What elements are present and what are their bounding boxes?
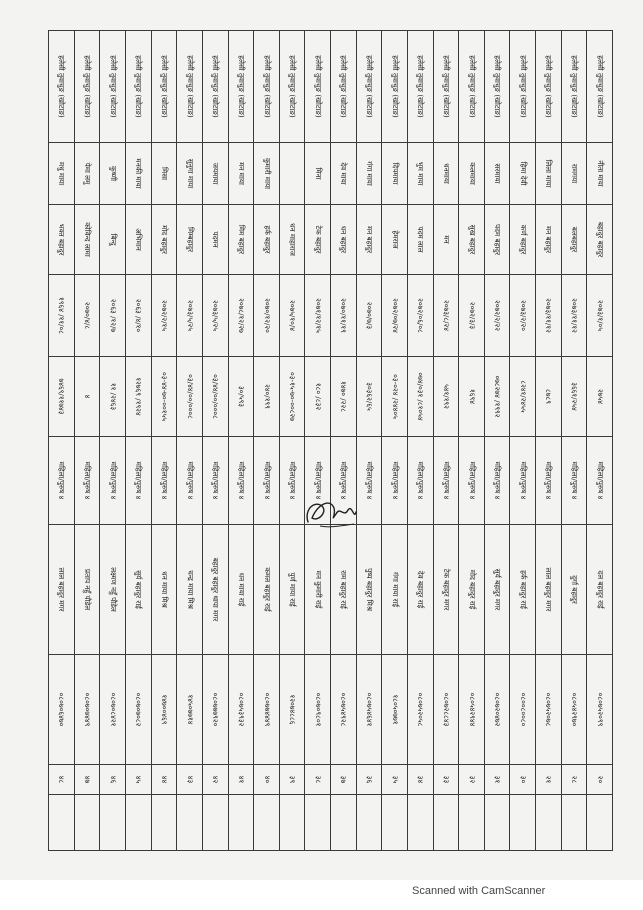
cell-sn: ३१ (484, 765, 510, 795)
cell-blank (356, 795, 382, 851)
cell-dob: ८७८९ (536, 357, 562, 437)
cell-mother: सुनुगा माया (177, 143, 203, 205)
cell-blank (177, 795, 203, 851)
table-row (228, 31, 254, 851)
cell-name: गंगा माया राई (382, 525, 408, 655)
cell-gender: महिला/पुरुष ४ (536, 437, 562, 525)
cell-citizen: ०८०७५३९३२ (228, 655, 254, 765)
cell-dob: १६९४ (459, 357, 485, 437)
cell-blank (126, 795, 152, 851)
scanner-watermark: Scanned with CamScanner (412, 885, 546, 897)
cell-dob: ०३-४४-७०-००१५५ (151, 357, 177, 437)
cell-father: मिम्बहादुर (177, 205, 203, 275)
cell-citizen: ०८०७०८४२१ (100, 655, 126, 765)
cell-dob: १४७० /२२८ (331, 357, 357, 437)
cell-citizen: ०८०५४२९७० (561, 655, 587, 765)
cell-address: हलेसी तुवाचुङ (खोटाङ) (561, 31, 587, 143)
cell-cert_date: २०७३/८/२४ (433, 275, 459, 357)
cell-address: हलेसी तुवाचुङ (खोटाङ) (587, 31, 613, 143)
cell-mother: पेमा लमु (74, 143, 100, 205)
cell-name: टेक बहादुर मगर (433, 525, 459, 655)
cell-gender: महिला/पुरुष ४ (177, 437, 203, 525)
cell-name: सुर्य बहादुर मगर (484, 525, 510, 655)
cell-mother: कलमाया (459, 143, 485, 205)
table-row (459, 31, 485, 851)
cell-dob: २४०/१९९ (254, 357, 280, 437)
cell-dob: १८० /८३२ (305, 357, 331, 437)
cell-father: पदमन (203, 205, 229, 275)
cell-dob: ०३/४४/००/०००८ (203, 357, 229, 437)
cell-citizen: १४७००४६९ (151, 655, 177, 765)
cell-address: हलेसी तुवाचुङ (खोटाङ) (305, 31, 331, 143)
cell-dob: ०३-०२४ /२४४०५ (382, 357, 408, 437)
cell-cert_date: २०७१/१२/१५ (305, 275, 331, 357)
cell-name: प्रताप नहुँ पौडेल (74, 525, 100, 655)
cell-citizen: ०८०७७७९२० (203, 655, 229, 765)
cell-gender: महिला/पुरुष ४ (203, 437, 229, 525)
cell-gender: महिला/पुरुष ४ (100, 437, 126, 525)
cell-mother: कुमारी माया (254, 143, 280, 205)
cell-cert_date: २०६३ /४/१० (126, 275, 152, 357)
cell-name: कमल बहादुर राई (254, 525, 280, 655)
cell-citizen: ०८०७५२०७८ (536, 655, 562, 765)
cell-sn: २१ (536, 765, 562, 795)
cell-sn: ४७ (74, 765, 100, 795)
cell-father: बहादुर बहादुर (587, 205, 613, 275)
cell-citizen: ०८००८००८० (510, 655, 536, 765)
cell-address: हलेसी तुवाचुङ (खोटाङ) (151, 31, 177, 143)
cell-blank (151, 795, 177, 851)
cell-father: मन बहादुर (356, 205, 382, 275)
cell-name: लाल बहादुर मगर (49, 525, 75, 655)
cell-address: हलेसी तुवाचुङ (खोटाङ) (100, 31, 126, 143)
cell-sn: ४५ (126, 765, 152, 795)
cell-address: हलेसी तुवाचुङ (खोटाङ) (510, 31, 536, 143)
cell-cert_date: २०७८/१२/२७ (228, 275, 254, 357)
cell-mother: नीता माया (587, 143, 613, 205)
cell-dob: २७५४ (587, 357, 613, 437)
cell-cert_date: २०७२/०६/०८ (408, 275, 434, 357)
table-row (203, 31, 229, 851)
cell-name: लक्ष्मण नहुँ पौडेल (100, 525, 126, 655)
cell-gender: महिला/पुरुष ४ (510, 437, 536, 525)
cell-mother: कुष्णी (100, 143, 126, 205)
cell-sn: ३४ (408, 765, 434, 795)
cell-mother: मन माया (228, 143, 254, 205)
cell-cert_date: २०७३/५/२५ (203, 275, 229, 357)
cell-blank (536, 795, 562, 851)
cell-citizen: ०८०७५२०९९ (587, 655, 613, 765)
cell-sn: ४१ (228, 765, 254, 795)
cell-gender: महिला/पुरुष ४ (228, 437, 254, 525)
table-row (279, 31, 305, 851)
cell-blank (484, 795, 510, 851)
cell-dob: ३०/५९३ (228, 357, 254, 437)
cell-gender: महिला/पुरुष ४ (126, 437, 152, 525)
cell-blank (382, 795, 408, 851)
cell-blank (279, 795, 305, 851)
cell-citizen: ०८०५४२९४४ (459, 655, 485, 765)
cell-name: दल बहादुर राई (587, 525, 613, 655)
cell-blank (203, 795, 229, 851)
cell-mother: मिना (305, 143, 331, 205)
cell-citizen: १८०५०७७१ (382, 655, 408, 765)
cell-citizen: ०८०७७४४४९ (254, 655, 280, 765)
register-body (49, 31, 613, 851)
cell-gender: महिला/पुरुष ४ (49, 437, 75, 525)
table-row (331, 31, 357, 851)
cell-father: सुख बहादुर (459, 205, 485, 275)
cell-sn: ३५ (382, 765, 408, 795)
cell-father: पदम बहादुर (484, 205, 510, 275)
cell-dob: ५४१/१९२ (433, 357, 459, 437)
cell-cert_date: २०७०/४/८ (74, 275, 100, 357)
cell-blank (587, 795, 613, 851)
table-row (126, 31, 152, 851)
table-row (100, 31, 126, 851)
cell-dob: ०३-१५-७०-००८२७ (279, 357, 305, 437)
table-row (561, 31, 587, 851)
cell-cert_date: २०७३/५/२५ (177, 275, 203, 357)
cell-gender: महिला/पुरुष ४ (254, 437, 280, 525)
cell-address: हलेसी तुवाचुङ (खोटाङ) (254, 31, 280, 143)
cell-address: हलेसी तुवाचुङ (खोटाङ) (356, 31, 382, 143)
cell-name: सुर्य बहादुर राई (126, 525, 152, 655)
cell-mother: धनमाया (433, 143, 459, 205)
cell-name: देव बहादुर राई (408, 525, 434, 655)
cell-citizen: १४५०७७१४ (177, 655, 203, 765)
cell-dob: ०७८२७४ /१९९२ (484, 357, 510, 437)
cell-address: हलेसी तुवाचुङ (खोटाङ) (484, 31, 510, 143)
table-row (177, 31, 203, 851)
cell-sn: ४० (254, 765, 280, 795)
cell-father: हेमराज (382, 205, 408, 275)
table-row (510, 31, 536, 851)
cell-blank (459, 795, 485, 851)
cell-sn: ३६ (356, 765, 382, 795)
cell-citizen: ०८०७०७०८२ (126, 655, 152, 765)
cell-blank (74, 795, 100, 851)
table-row (408, 31, 434, 851)
rotated-register-sheet (48, 30, 613, 850)
cell-mother: लिला माया (536, 143, 562, 205)
cell-mother: रामगया (561, 143, 587, 205)
cell-blank (510, 795, 536, 851)
cell-father: धन माहाराज (279, 205, 305, 275)
cell-citizen: ०८०७०७४४९ (74, 655, 100, 765)
cell-cert_date: २०७३/११/१२ (536, 275, 562, 357)
cell-blank (408, 795, 434, 851)
cell-name: मोद बहादुर राई (459, 525, 485, 655)
cell-cert_date: २०७३/११/१२ (561, 275, 587, 357)
cell-name: लाल बहादुर मगर (536, 525, 562, 655)
cell-name: दुर्गा बहादुर (561, 525, 587, 655)
cell-sn: २८ (561, 765, 587, 795)
cell-address: हलेसी तुवाचुङ (खोटाङ) (74, 31, 100, 143)
cell-sn: ३३ (433, 765, 459, 795)
cell-cert_date: २०७३/२/२० (510, 275, 536, 357)
cell-father: मिम बहादुर (228, 205, 254, 275)
cell-dob: ०३/४४/००/०००८ (177, 357, 203, 437)
cell-address: हलेसी तुवाचुङ (खोटाङ) (203, 31, 229, 143)
cell-sn: ४६ (100, 765, 126, 795)
cell-mother: मनकी माया (126, 143, 152, 205)
cell-gender: महिला/पुरुष ४ (279, 437, 305, 525)
cell-sn: ३२ (459, 765, 485, 795)
cell-sn: ३८ (305, 765, 331, 795)
table-row (536, 31, 562, 851)
table-row (74, 31, 100, 851)
cell-address: हलेसी तुवाचुङ (खोटाङ) (433, 31, 459, 143)
cell-address: हलेसी तुवाचुङ (खोटाङ) (536, 31, 562, 143)
cell-gender: महिला/पुरुष ४ (484, 437, 510, 525)
cell-name: धन माया राई (228, 525, 254, 655)
cell-cert_date: २०७०/१२/२० (254, 275, 280, 357)
table-row (356, 31, 382, 851)
cell-gender: महिला/पुरुष ४ (561, 437, 587, 525)
cell-mother: जयमाया (203, 143, 229, 205)
cell-citizen: ०८०७५२०५८ (408, 655, 434, 765)
cell-dob: ०७४/०३१ /८१०५४ (408, 357, 434, 437)
cell-sn: ४४ (151, 765, 177, 795)
signature (300, 492, 360, 532)
cell-address: हलेसी तुवाचुङ (खोटाङ) (49, 31, 75, 143)
cell-father: धन बहादुर (331, 205, 357, 275)
cell-father: टेक बहादुर (305, 205, 331, 275)
cell-citizen: ०८०७०९८०१ (305, 655, 331, 765)
cell-address: हलेसी तुवाचुङ (खोटाङ) (279, 31, 305, 143)
cell-sn: ३९ (279, 765, 305, 795)
cell-gender: महिला/पुरुष ४ (151, 437, 177, 525)
cell-sn: ३७ (331, 765, 357, 795)
cell-citizen: ०८०७२८८४३ (433, 655, 459, 765)
cell-father: मोद बहादुर (151, 205, 177, 275)
cell-sn: ३० (510, 765, 536, 795)
cell-gender: महिला/पुरुष ४ (305, 437, 331, 525)
cell-gender: महिला/पुरुष ४ (356, 437, 382, 525)
cell-blank (254, 795, 280, 851)
cell-address: हलेसी तुवाचुङ (खोटाङ) (177, 31, 203, 143)
cell-cert_date: २०६३ /१२/७ (100, 275, 126, 357)
cell-dob: ७४६९/११७४३ (49, 357, 75, 437)
cell-dob: ११ /२४६३ (100, 357, 126, 437)
cell-mother (279, 143, 305, 205)
table-row (484, 31, 510, 851)
cell-mother: भुम माया (408, 143, 434, 205)
cell-dob: ४ (74, 357, 100, 437)
cell-father: मन बहादुर (536, 205, 562, 275)
cell-address: हलेसी तुवाचुङ (खोटाङ) (408, 31, 434, 143)
cell-dob: ८२४१/२४५५ (510, 357, 536, 437)
table-row (305, 31, 331, 851)
cell-father: कोविन्द लामा (74, 205, 100, 275)
cell-name: चन्द्र माया मिश्र (177, 525, 203, 655)
cell-name: राम बहादुर राई (331, 525, 357, 655)
cell-father: हर्क बहादुर (254, 205, 280, 275)
table-row (382, 31, 408, 851)
table-row (587, 31, 613, 851)
cell-cert_date: २०७२/२/२२ (484, 275, 510, 357)
cell-cert_date: २०७०/११/१९ (331, 275, 357, 357)
cell-name: धन माया मिश्र (151, 525, 177, 655)
cell-citizen: ०८०७०६४७० (49, 655, 75, 765)
cell-gender: महिला/पुरुष ४ (74, 437, 100, 525)
table-row (151, 31, 177, 851)
cell-cert_date: २०७२/३/३ (459, 275, 485, 357)
cell-gender: महिला/पुरुष ४ (459, 437, 485, 525)
cell-address: हलेसी तुवाचुङ (खोटाङ) (459, 31, 485, 143)
cell-gender: महिला/पुरुष ४ (331, 437, 357, 525)
table-row (433, 31, 459, 851)
cell-blank (305, 795, 331, 851)
cell-sn: ४२ (203, 765, 229, 795)
cell-name: पुर्ण माया राई (279, 525, 305, 655)
cell-father: कर्ण बहादुर (510, 205, 536, 275)
cell-father: मन (433, 205, 459, 275)
cell-cert_date: २०७०/७/३ (356, 275, 382, 357)
cell-dob: ३०३६२/६५ (356, 357, 382, 437)
cell-mother: मिसा (151, 143, 177, 205)
cell-citizen: ०८०७२०४७२ (484, 655, 510, 765)
cell-blank (228, 795, 254, 851)
cell-father: अभिमान (126, 205, 152, 275)
cell-mother: सरमाया (484, 143, 510, 205)
cell-name: मन कुमारी राई (305, 525, 331, 655)
cell-mother: मधु माया (49, 143, 75, 205)
cell-cert_date: २०७३/१/०५ (587, 275, 613, 357)
cell-address: हलेसी तुवाचुङ (खोटाङ) (331, 31, 357, 143)
cell-mother: देव माया (331, 143, 357, 205)
cell-address: हलेसी तुवाचुङ (खोटाङ) (382, 31, 408, 143)
cell-gender: महिला/पुरुष ४ (433, 437, 459, 525)
cell-mother: हिमा देवी (510, 143, 536, 205)
cell-dob: ३६६१/२५४ (561, 357, 587, 437)
cell-blank (433, 795, 459, 851)
register-table (48, 30, 613, 851)
cell-blank (331, 795, 357, 851)
cell-name: हर्क बहादुर राई (510, 525, 536, 655)
cell-gender: महिला/पुरुष ४ (587, 437, 613, 525)
cell-gender: महिला/पुरुष ४ (408, 437, 434, 525)
cell-mother: दिपमाया (382, 143, 408, 205)
cell-sn: ४८ (49, 765, 75, 795)
cell-citizen: ०८०७५४९२८ (331, 655, 357, 765)
cell-blank (561, 795, 587, 851)
cell-sn: २० (587, 765, 613, 795)
cell-citizen: १२०७४८८६ (279, 655, 305, 765)
cell-cert_date: २०७२/०७/२४ (382, 275, 408, 357)
cell-cert_date: २०७२/२/१५ (151, 275, 177, 357)
cell-address: हलेसी तुवाचुङ (खोटाङ) (126, 31, 152, 143)
cell-blank (100, 795, 126, 851)
cell-cert_date: २०७५/१०/४ (279, 275, 305, 357)
cell-gender: महिला/पुरुष ४ (382, 437, 408, 525)
table-row (254, 31, 280, 851)
cell-father: बिन्दु (100, 205, 126, 275)
cell-father: भक्त बहादुर (49, 205, 75, 275)
cell-name: बहादुर बहादुर थापा मगर (203, 525, 229, 655)
cell-address: हलेसी तुवाचुङ (खोटाङ) (228, 31, 254, 143)
cell-dob: १२७६९ /१९२४ (126, 357, 152, 437)
cell-mother: गंगा माया (356, 143, 382, 205)
cell-blank (49, 795, 75, 851)
cell-name: पुष्प बहादुर मिश्र (356, 525, 382, 655)
cell-father: बलबहादुर (561, 205, 587, 275)
cell-cert_date: १९६४ /११/०८ (49, 275, 75, 357)
table-row (49, 31, 75, 851)
cell-sn: ४३ (177, 765, 203, 795)
cell-citizen: ०८०७५४६४१ (356, 655, 382, 765)
cell-father: पदम लाल (408, 205, 434, 275)
